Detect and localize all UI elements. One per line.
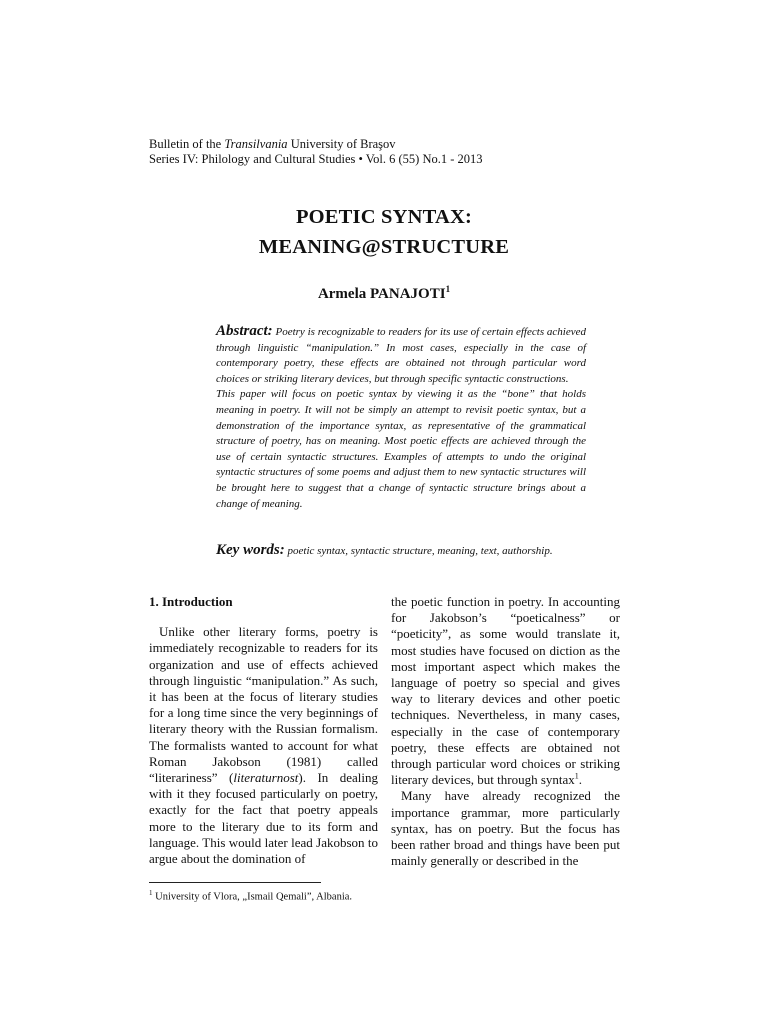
journal-series-line: Series IV: Philology and Cultural Studies • Vol. 6 (55) No.1 - 2013 [149, 152, 483, 166]
body-column-right [391, 594, 620, 869]
keywords-block [216, 542, 596, 559]
body-italic-term: literaturnost [233, 770, 299, 786]
body-paragraph [149, 624, 378, 867]
abstract-label: Abstract: [216, 323, 273, 339]
footnote [149, 889, 352, 903]
author-line [0, 284, 768, 303]
body-footnote-mark: 1 [574, 771, 579, 781]
body-text: Unlike other literary forms, poetry is immediately recognizable to readers for its organization and use of effects achieved through linguistic “manipulation.” As such, it has been at the focus of literary studies for a long time since the very beginnings of literary theory with the Russian formalism. The formalists wanted to account for what Roman Jakobson (1981) called “literariness” ( [149, 624, 378, 786]
keywords-label: Key words: [216, 542, 285, 558]
title-line-2: MEANING@STRUCTURE [258, 236, 510, 258]
keywords-text: poetic syntax, syntactic structure, meaning, text, authorship. [284, 545, 553, 557]
body-paragraph-2: Many have already recognized the importance grammar, more particularly syntax, has on poetry. But the focus has been rather broad and things have been put mainly generally or described in the [391, 788, 620, 869]
body-column-left [149, 594, 378, 867]
author-footnote-mark: 1 [445, 284, 451, 294]
abstract-para-1 [216, 324, 586, 387]
abstract-para-2: This paper will focus on poetic syntax by viewing it as the “bone” that holds meaning in poetry. It will not be simply an attempt to revisit poetic syntax, but a demonstration of the importance syntax, as representative of the grammatical structure of poetry, has on meaning. Most poetic effects are achieved through the use of certain syntactic structures. Examples of attempts to undo the original syntactic structures of some poems and adjust them to new syntactic structures will be brought here to suggest that a change of syntactic structure brings about a change of meaning. [216, 388, 586, 510]
title-line-1: POETIC SYNTAX: [295, 206, 473, 228]
journal-header-italic: Transilvania [224, 137, 288, 151]
body-text-cont: ). In dealing with it they focused particularly on poetry, exactly for the fact that poetry appeals more to the literary due to its form and language. This would later lead Jakobson to argue about the domination of [149, 770, 378, 867]
abstract-block [216, 324, 586, 512]
paper-title [0, 202, 768, 262]
body-paragraph-cont [391, 594, 620, 788]
section-heading: 1. Introduction [149, 594, 233, 609]
abstract-text-1: Poetry is recognizable to readers for its use of certain effects achieved through linguistic “manipulation.” In most cases, especially in the case of contemporary poetry, these effects are obtained not through particular word choices or striking literary devices, but through specific syntactic constructions. [216, 326, 586, 385]
body-text-right: the poetic function in poetry. In accounting for Jakobson’s “poeticalness” or “poeticity”, as some would translate it, most studies have focused on diction as the most important aspect which makes the language of poetry so special and gives way to literary devices and other poetic techniques. Nevertheless, in many cases, especially in the case of contemporary poetry, these effects are obtained not through particular word choices or striking literary devices, but through syntax [391, 594, 620, 788]
footnote-text: University of Vlora, „Ismail Qemali”, Albania. [152, 891, 353, 903]
journal-header [149, 137, 483, 167]
journal-header-line1 [149, 137, 483, 152]
journal-header-text: Bulletin of the [149, 137, 225, 151]
author-name: Armela PANAJOTI [317, 286, 446, 302]
journal-header-text-end: University of Braşov [287, 137, 396, 151]
footnote-divider [149, 882, 321, 883]
footnote-mark: 1 [149, 889, 153, 897]
body-text-right-end: . [578, 772, 583, 788]
